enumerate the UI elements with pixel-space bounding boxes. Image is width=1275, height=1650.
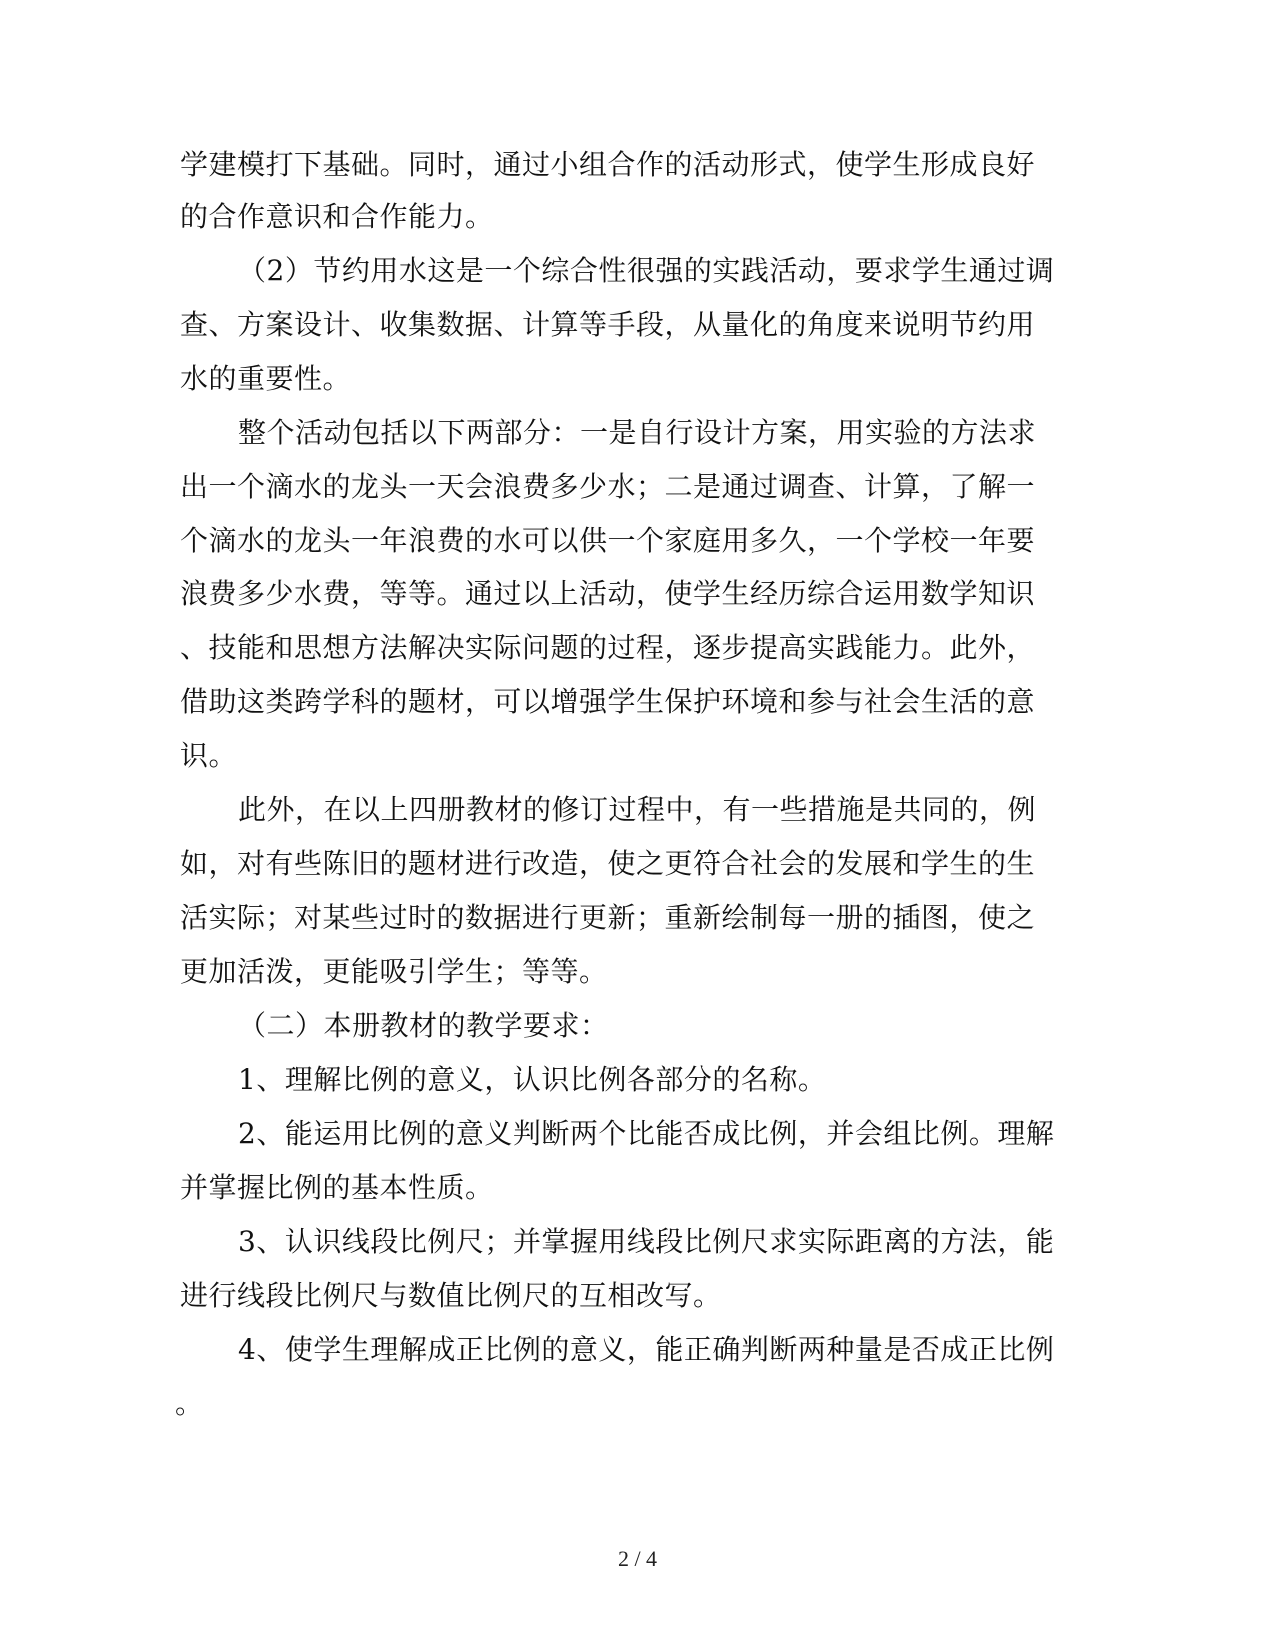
list-item: 3、认识线段比例尺；并掌握用线段比例尺求实际距离的方法，能 xyxy=(238,1225,1055,1258)
text-line: 浪费多少水费，等等。通过以上活动，使学生经历综合运用数学知识 xyxy=(180,577,1036,610)
text-line: 并掌握比例的基本性质。 xyxy=(180,1171,494,1204)
text-line: 活实际；对某些过时的数据进行更新；重新绘制每一册的插图，使之 xyxy=(180,901,1036,934)
text-line: 进行线段比例尺与数值比例尺的互相改写。 xyxy=(180,1279,722,1312)
page-number: 2 / 4 xyxy=(617,1546,658,1571)
text-line: 出一个滴水的龙头一天会浪费多少水；二是通过调查、计算，了解一 xyxy=(180,470,1036,503)
text-line: 个滴水的龙头一年浪费的水可以供一个家庭用多久，一个学校一年要 xyxy=(180,524,1036,557)
text-line: 此外，在以上四册教材的修订过程中，有一些措施是共同的，例 xyxy=(238,793,1037,826)
list-item: 1、理解比例的意义，认识比例各部分的名称。 xyxy=(238,1063,827,1096)
text-line: 查、方案设计、收集数据、计算等手段，从量化的角度来说明节约用 xyxy=(180,308,1036,341)
text-line: 识。 xyxy=(180,739,238,772)
text-line: 借助这类跨学科的题材，可以增强学生保护环境和参与社会生活的意 xyxy=(180,685,1036,718)
text-line: 。 xyxy=(175,1387,204,1420)
text-line: 学建模打下基础。同时，通过小组合作的活动形式，使学生形成良好 xyxy=(180,148,1036,181)
text-line: （2）节约用水这是一个综合性很强的实践活动，要求学生通过调 xyxy=(238,254,1055,287)
text-line: 更加活泼，更能吸引学生；等等。 xyxy=(180,955,608,988)
text-line: 、技能和思想方法解决实际问题的过程，逐步提高实践能力。此外， xyxy=(180,631,1036,664)
text-line: 的合作意识和合作能力。 xyxy=(180,200,494,233)
text-line: 水的重要性。 xyxy=(180,362,352,395)
section-heading: （二）本册教材的教学要求： xyxy=(238,1009,609,1042)
list-item: 2、能运用比例的意义判断两个比能否成比例，并会组比例。理解 xyxy=(238,1117,1055,1150)
text-line: 如，对有些陈旧的题材进行改造，使之更符合社会的发展和学生的生 xyxy=(180,847,1036,880)
list-item: 4、使学生理解成正比例的意义，能正确判断两种量是否成正比例 xyxy=(238,1333,1055,1366)
text-line: 整个活动包括以下两部分：一是自行设计方案，用实验的方法求 xyxy=(238,416,1037,449)
